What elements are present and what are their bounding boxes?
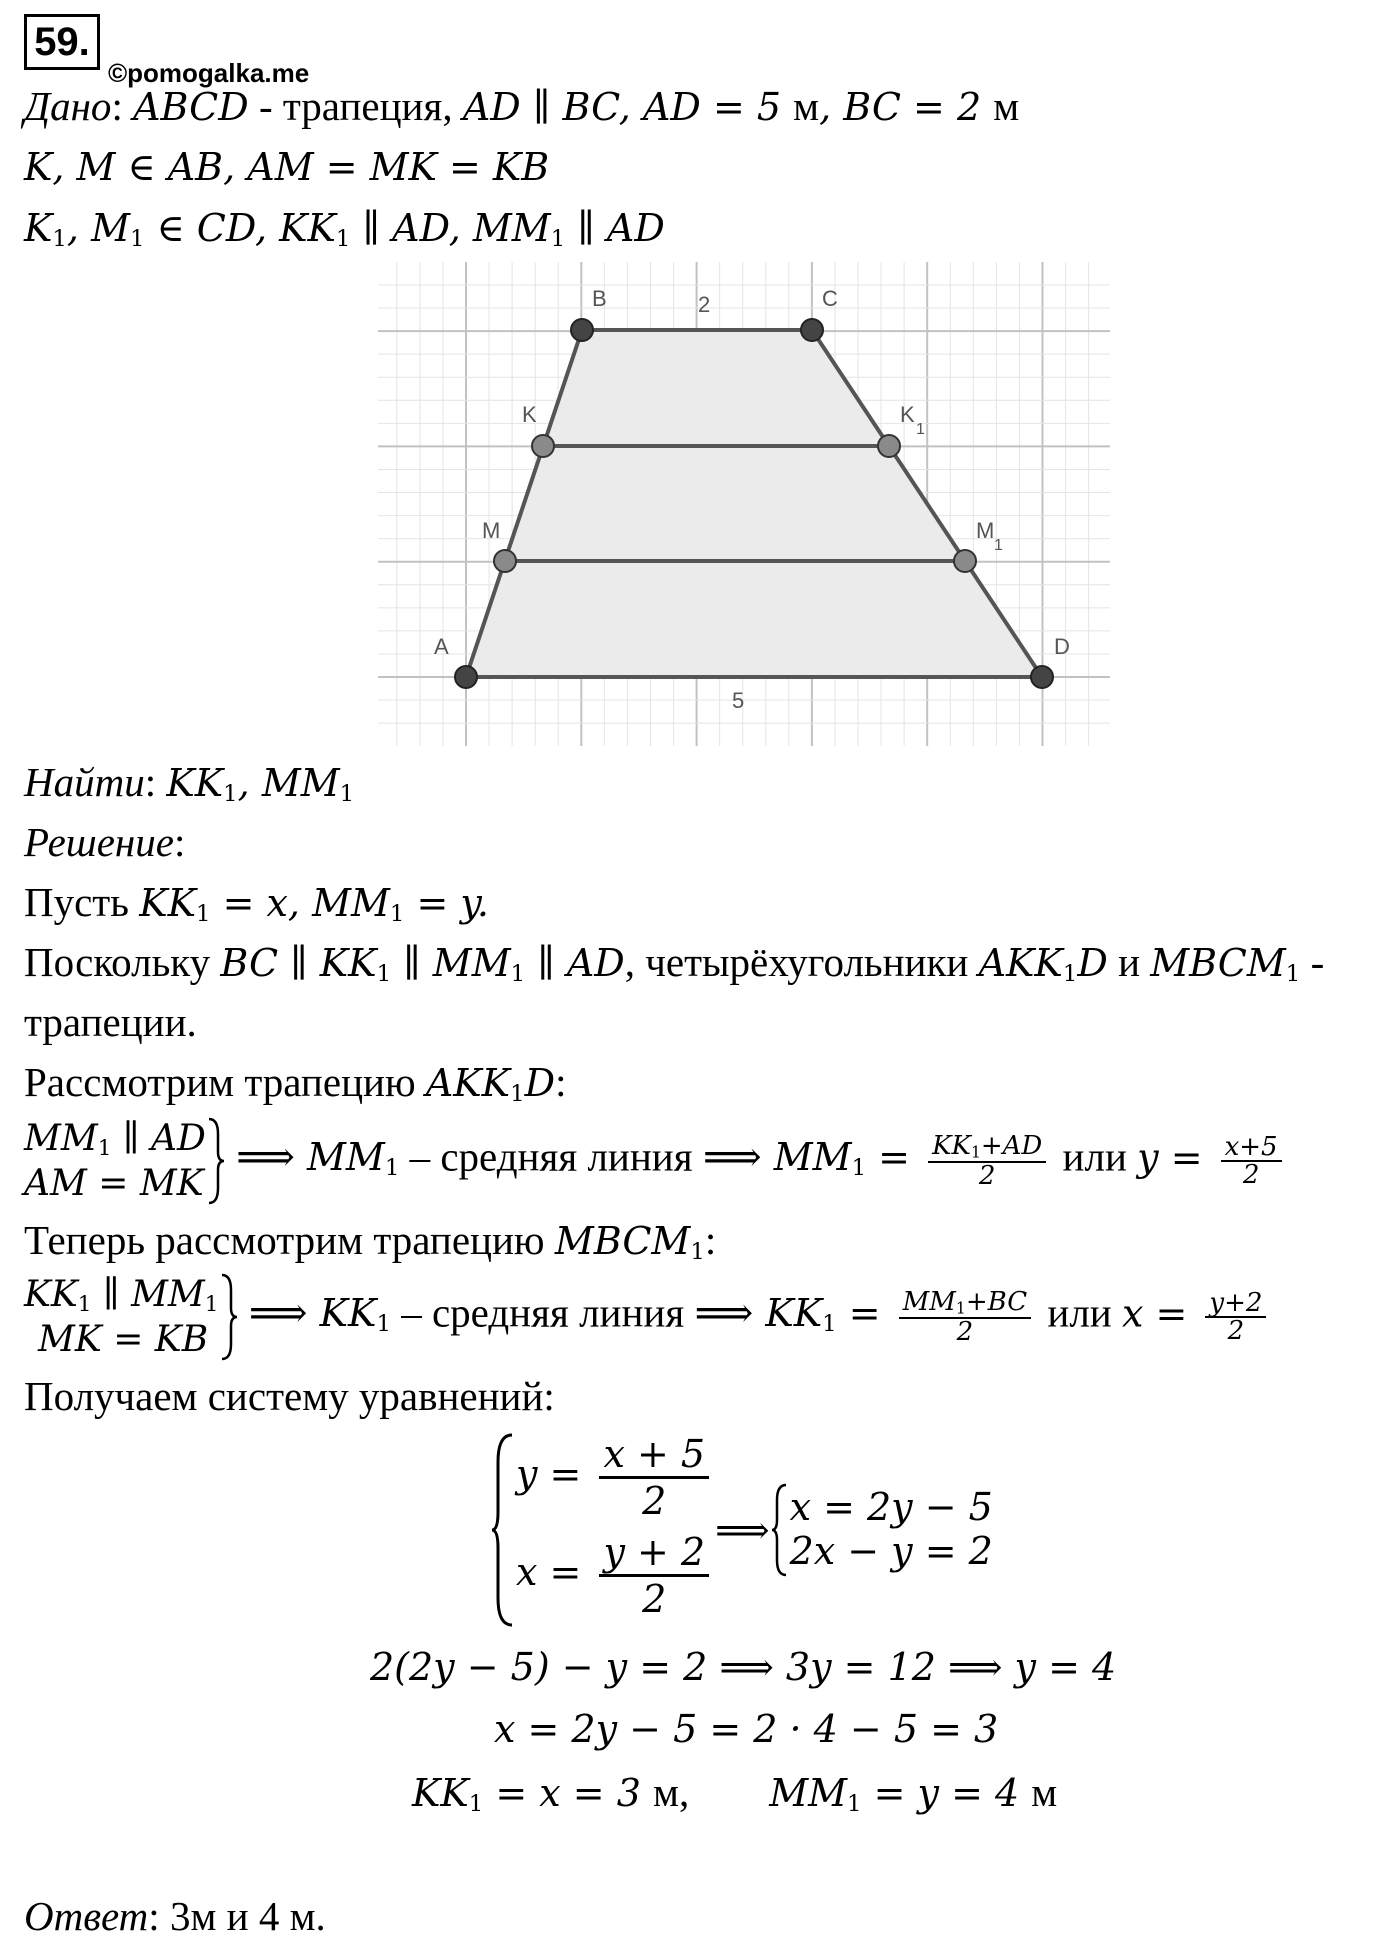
given-line-3: $K_1$, $M_1$ ∈ CD, $KK_1$ ∥ AD, $MM_1$ ∥ AD (24, 206, 665, 253)
consider-2: Теперь рассмотрим трапецию $MBCM_1$: (24, 1217, 717, 1266)
given-line-2: K, M ∈ AB, AM = MK = KB (24, 145, 550, 189)
since-line: Поскольку BC ∥ $KK_1$ ∥ $MM_1$ ∥ AD, четырёхугольники $AKK_1D$ и $MBCM_1$ - (24, 939, 1325, 988)
label-k1-sub: 1 (916, 421, 925, 438)
point-m1 (954, 550, 976, 572)
label-ad-length: 5 (732, 688, 745, 713)
label-k1: K (900, 402, 915, 427)
problem-number: 59. (24, 14, 100, 70)
since-line-cont: трапеции. (24, 999, 197, 1045)
label-m1-sub: 1 (994, 537, 1003, 554)
result-line: $KK_1 = x = 3$ м, $MM_1 = y = 4$ м (412, 1769, 1058, 1818)
point-m (494, 550, 516, 572)
let-line: Пусть $KK_1 = x$, $MM_1 = y$. (24, 879, 489, 928)
label-m: M (482, 518, 501, 543)
label-m1: M (976, 518, 995, 543)
point-c (801, 319, 823, 341)
label-bc-length: 2 (698, 292, 711, 317)
step-1: 2(2y − 5) − y = 2 ⟹ 3y = 12 ⟹ y = 4 (370, 1645, 1117, 1689)
label-b: B (592, 286, 607, 311)
midline-1: $MM_1$ ∥ AD AM = MK ⟹ $MM_1$ – средняя линия ⟹ $MM_1$ = $\frac{KK_1+AD}{2}$ или y = $\frac{x+5}{2}$ (24, 1116, 1288, 1206)
solution-label-line: Решение: (24, 819, 186, 865)
solution-label: Решение (24, 819, 174, 865)
trapezoid-figure (378, 262, 1110, 746)
answer-line: Ответ: 3м и 4 м. (24, 1893, 326, 1939)
system-intro: Получаем систему уравнений: (24, 1373, 555, 1419)
point-d (1031, 666, 1053, 688)
point-b (571, 319, 593, 341)
trapezoid-abcd (466, 330, 1042, 677)
point-k1 (878, 435, 900, 457)
step-2: x = 2y − 5 = 2 · 4 − 5 = 3 (494, 1707, 999, 1751)
label-k: K (522, 402, 537, 427)
find-line: Найти: $KK_1$, $MM_1$ (24, 759, 355, 808)
point-k (532, 435, 554, 457)
equation-system: y = $\frac{x + 5}{2}$ x = $\frac{y + 2}{2}$ ⟹ x = 2y − 5 2x − y = 2 (490, 1432, 993, 1632)
answer-value: 3м и 4 м. (169, 1893, 326, 1939)
given-label: Дано (24, 83, 112, 129)
label-d: D (1054, 634, 1070, 659)
midline-2: $KK_1$ ∥ $MM_1$ MK = KB ⟹ $KK_1$ – средняя линия ⟹ $KK_1$ = $\frac{MM_1+BC}{2}$ или x = $\frac{y+2}{2}$ (24, 1272, 1272, 1362)
watermark: ©pomogalka.me (108, 58, 310, 88)
answer-label: Ответ (24, 1893, 149, 1939)
point-a (455, 666, 477, 688)
label-a: A (434, 634, 449, 659)
label-c: C (822, 286, 838, 311)
given-line-1: Дано: ABCD - трапеция, AD ∥ BC, AD = 5 м, BC = 2 м (24, 83, 1020, 129)
consider-1: Рассмотрим трапецию $AKK_1D$: (24, 1059, 567, 1108)
find-label: Найти (24, 759, 145, 805)
